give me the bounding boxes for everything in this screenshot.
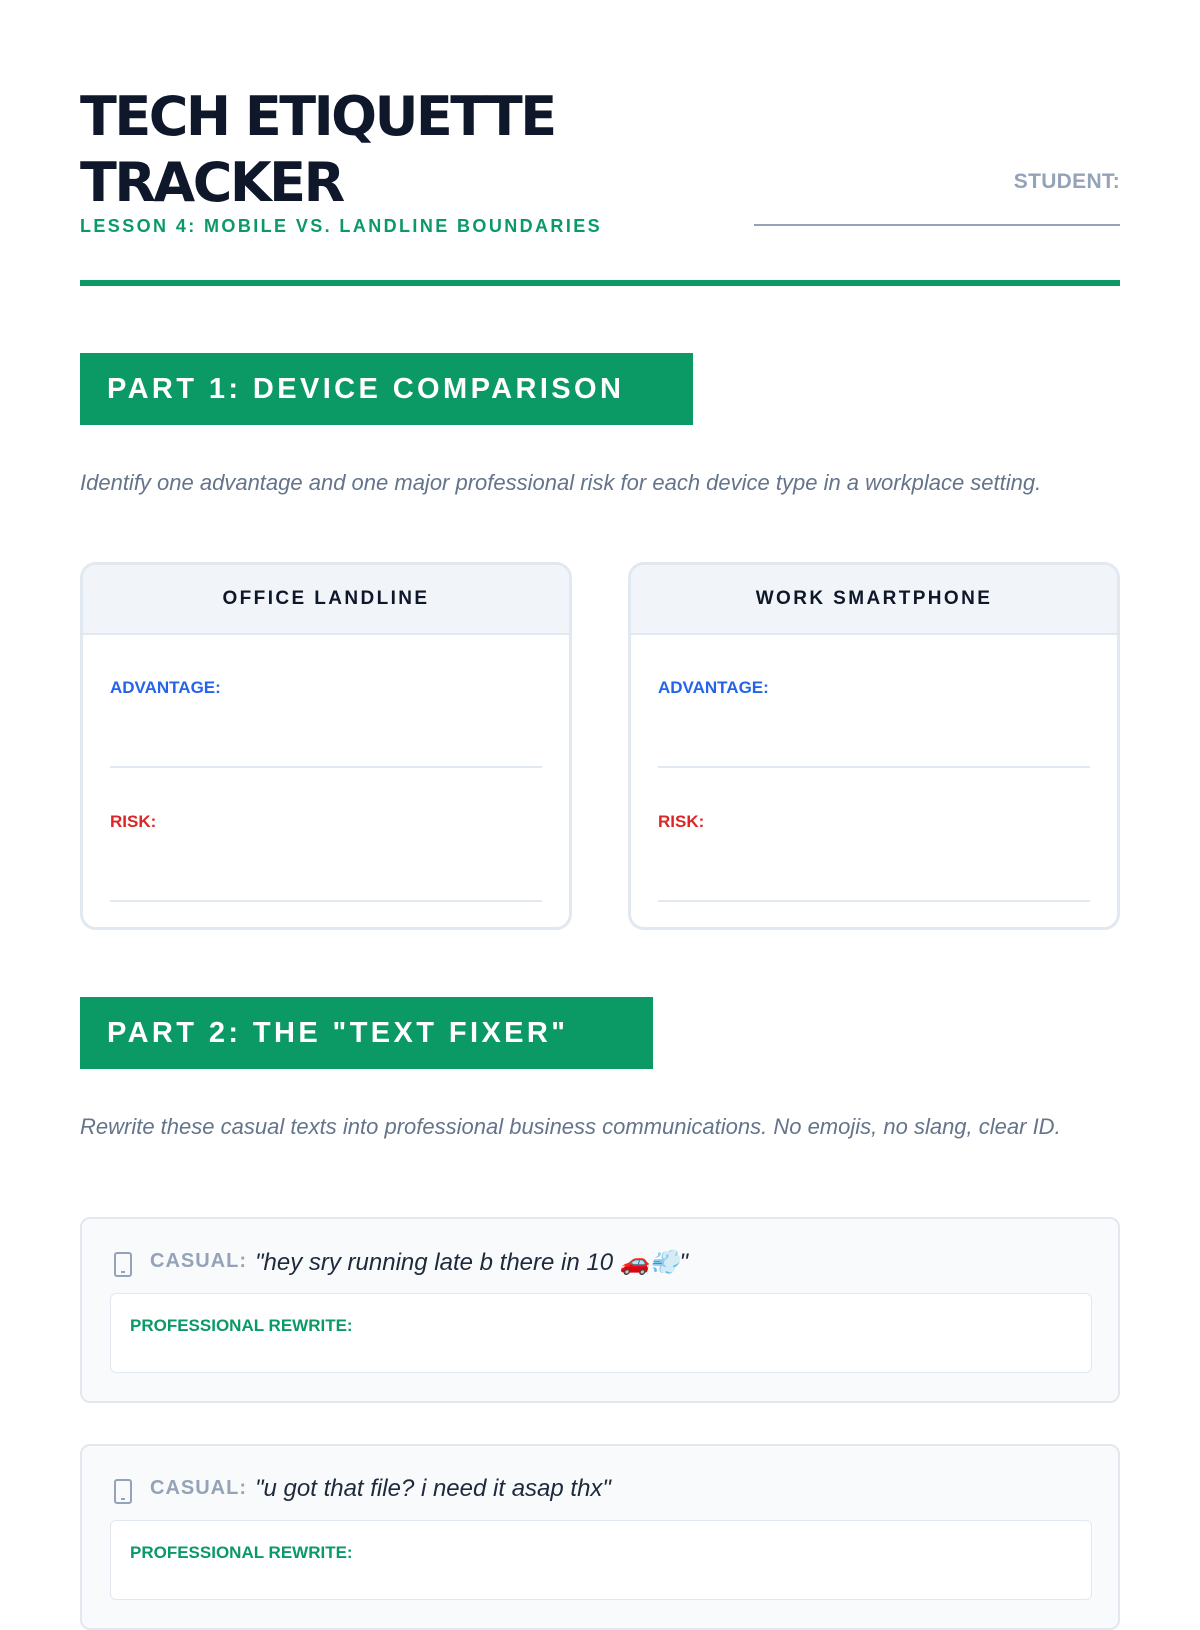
lesson-subtitle: LESSON 4: MOBILE VS. LANDLINE BOUNDARIES	[80, 216, 603, 236]
phone-icon	[114, 1479, 132, 1504]
smartphone-advantage-line[interactable]	[658, 766, 1090, 768]
landline-card-title: OFFICE LANDLINE	[83, 565, 569, 635]
landline-advantage-label: ADVANTAGE:	[110, 678, 221, 697]
smartphone-risk-line[interactable]	[658, 900, 1090, 902]
landline-card	[80, 562, 572, 930]
rewrite-label: PROFESSIONAL REWRITE:	[130, 1316, 353, 1335]
casual-text: "hey sry running late b there in 10 🚗💨"	[255, 1249, 689, 1276]
landline-risk-line[interactable]	[110, 900, 542, 902]
phone-icon	[114, 1252, 132, 1277]
rewrite-label: PROFESSIONAL REWRITE:	[130, 1543, 353, 1562]
landline-advantage-line[interactable]	[110, 766, 542, 768]
casual-label: CASUAL:	[150, 1477, 247, 1499]
student-name-line[interactable]	[754, 224, 1120, 226]
casual-text: "u got that file? i need it asap thx"	[255, 1475, 611, 1502]
smartphone-card	[628, 562, 1120, 930]
header-divider	[80, 280, 1120, 286]
part2-heading: PART 2: THE "TEXT FIXER"	[80, 997, 653, 1069]
professional-rewrite-field[interactable]	[110, 1293, 1092, 1373]
text-fixer-item	[80, 1217, 1120, 1403]
student-label: STUDENT:	[1013, 170, 1120, 193]
worksheet-header	[80, 84, 1120, 289]
page-title: TECH ETIQUETTE TRACKER	[80, 85, 555, 214]
part2-instructions: Rewrite these casual texts into professional business communications. No emojis, no slang, clear ID.	[80, 1114, 1061, 1139]
casual-label: CASUAL:	[150, 1250, 247, 1272]
part1-heading: PART 1: DEVICE COMPARISON	[80, 353, 693, 425]
landline-risk-label: RISK:	[110, 812, 157, 831]
part1-instructions: Identify one advantage and one major professional risk for each device type in a workplace setting.	[80, 470, 1042, 495]
text-fixer-item	[80, 1444, 1120, 1630]
smartphone-card-title: WORK SMARTPHONE	[631, 565, 1117, 635]
smartphone-advantage-label: ADVANTAGE:	[658, 678, 769, 697]
professional-rewrite-field[interactable]	[110, 1520, 1092, 1600]
smartphone-risk-label: RISK:	[658, 812, 705, 831]
